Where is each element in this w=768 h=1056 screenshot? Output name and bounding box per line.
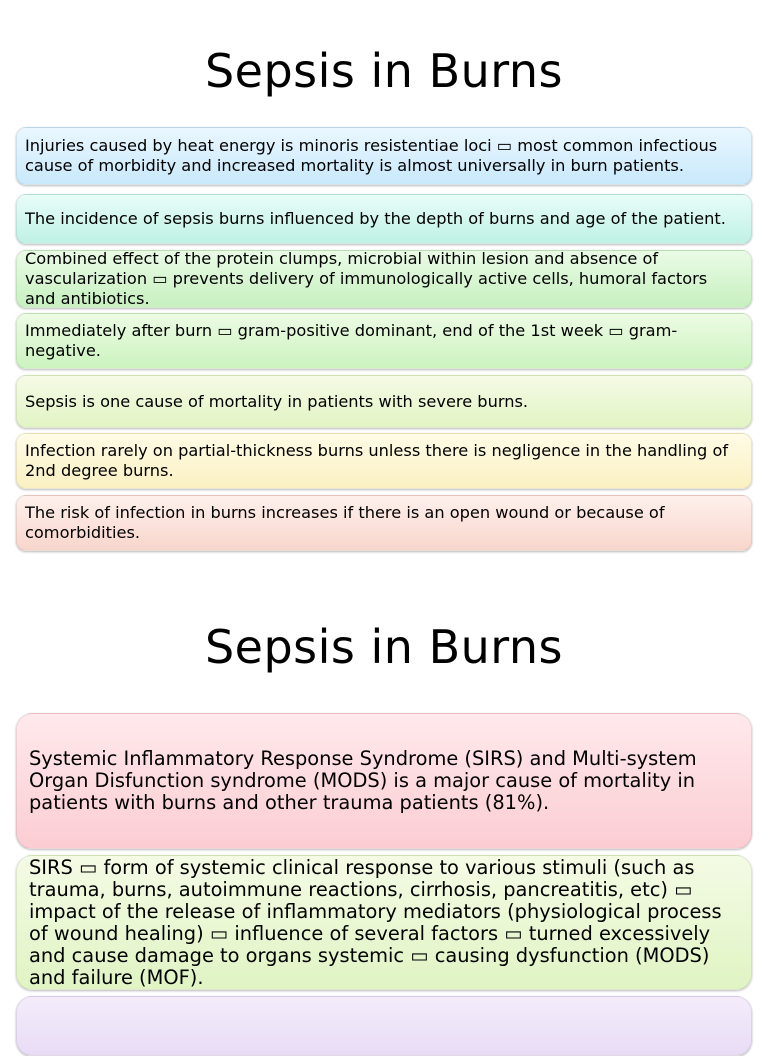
- bullet-box-2: [16, 194, 752, 244]
- bullet-box-5: [16, 375, 752, 428]
- bullet-text: The risk of infection in burns increases if there is an open wound or because of comorbidities.: [25, 503, 665, 542]
- bullet-box-6: [16, 433, 752, 489]
- bullet-box-4: [16, 313, 752, 369]
- bullet-box-8: [16, 713, 752, 849]
- bullet-text: Combined effect of the protein clumps, microbial within lesion and absence of vascularization ▭ prevents delivery of immunologically active cells, humoral factors and antibiotics.: [25, 249, 708, 308]
- bullet-text: SIRS ▭ form of systemic clinical response to various stimuli (such as trauma, burns, autoimmune reactions, cirrhosis, pancreatitis, etc) ▭ impact of the release of inflammatory mediators (physiological process of wound healing) ▭ influence of several factors ▭ turned excessively and cause damage to organs systemic ▭ causing dysfunction (MODS) and failure (MOF).: [29, 855, 722, 989]
- slide-1-title: Sepsis in Burns: [204, 44, 564, 98]
- bullet-text: The incidence of sepsis burns influenced by the depth of burns and age of the patient.: [25, 209, 726, 228]
- bullet-text: Sepsis is one cause of mortality in patients with severe burns.: [25, 391, 529, 411]
- bullet-box-9: [16, 855, 752, 990]
- bullet-text: Immediately after burn ▭ gram-positive dominant, end of the 1st week ▭ gram-negative.: [25, 321, 678, 360]
- bullet-text: Systemic Inflammatory Response Syndrome (SIRS) and Multi-system Organ Disfunction syndrome (MODS) is a major cause of mortality in patients with burns and other trauma patients (81%).: [29, 747, 697, 814]
- bullet-text: Infection rarely on partial-thickness burns unless there is negligence in the handling of 2nd degree burns.: [25, 441, 729, 480]
- bullet-box-3: [16, 250, 752, 308]
- bullet-box-10: [16, 996, 752, 1056]
- bullet-text: Injuries caused by heat energy is minoris resistentiae loci ▭ most common infectious cause of morbidity and increased mortality is almost universally in burn patients.: [25, 136, 718, 175]
- slide-2-title: Sepsis in Burns: [204, 620, 564, 674]
- bullet-box-1: [16, 127, 752, 185]
- bullet-box-7: [16, 495, 752, 551]
